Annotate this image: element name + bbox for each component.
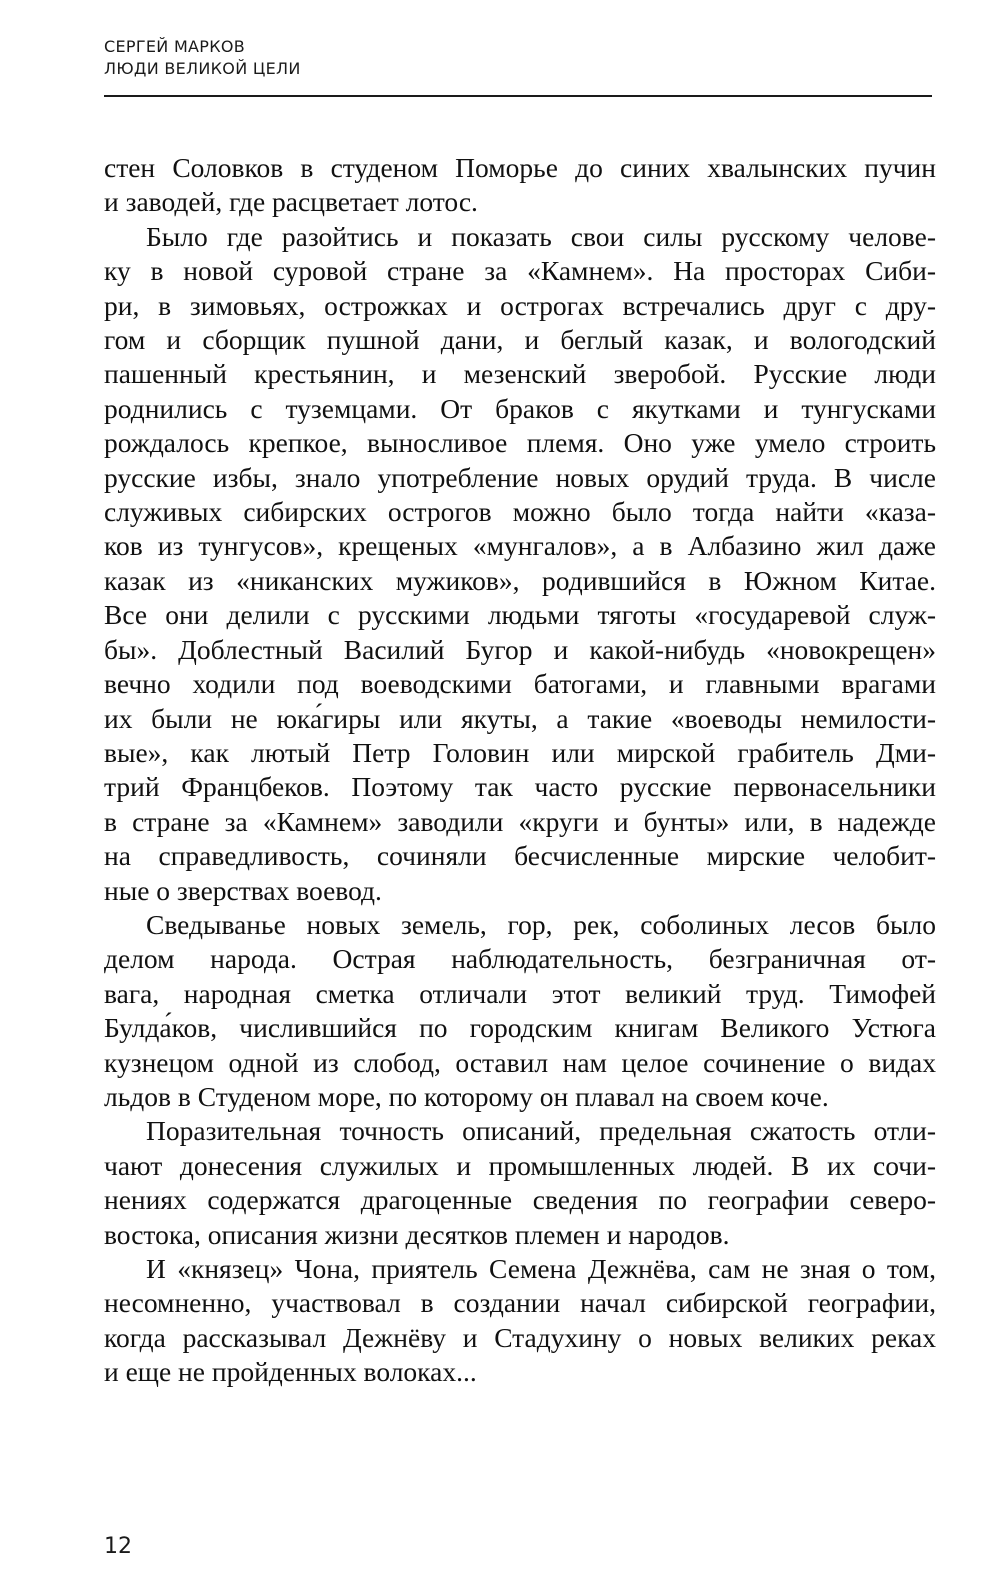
text-line: когда рассказывал Дежнёву и Стадухину о новых великих реках <box>104 1321 936 1353</box>
text-line: роднились с туземцами. От браков с якутками и тунгусками <box>104 392 936 424</box>
text-line: ри, в зимовьях, острожках и острогах встречались друг с дру- <box>104 289 936 321</box>
text-line: чают донесения служилых и промышленных людей. В их сочи- <box>104 1149 936 1181</box>
text-line: в стране за «Камнем» заводили «круги и бунты» или, в надежде <box>104 805 936 837</box>
text-line: гом и сборщик пушной дани, и беглый казак, и вологодский <box>104 324 936 356</box>
header-rule <box>104 95 932 97</box>
text-line: ные о зверствах воевод. <box>104 874 382 906</box>
text-line: несомненно, участвовал в создании начал сибирской географии, <box>104 1287 936 1319</box>
text-line: служивых сибирских острогов можно было тогда найти «каза- <box>104 496 936 528</box>
text-line: русские избы, знало употребление новых орудий труда. В числе <box>104 461 936 493</box>
text-line: Сведыванье новых земель, гор, рек, соболиных лесов было <box>146 908 936 940</box>
paragraph <box>104 1252 936 1390</box>
text-line: вага, народная сметка отличали этот великий труд. Тимофей <box>104 977 936 1009</box>
text-line: Поразительная точность описаний, предельная сжатость отли- <box>146 1115 936 1147</box>
header-author: СЕРГЕЙ МАРКОВ <box>104 37 246 56</box>
text-line: востока, описания жизни десятков племен и народов. <box>104 1218 730 1250</box>
text-line: нениях содержатся драгоценные сведения по географии северо- <box>104 1184 936 1216</box>
text-line: и заводей, где расцветает лотос. <box>104 186 478 218</box>
text-line: вечно ходили под воеводскими батогами, и главными врагами <box>104 668 936 700</box>
page-number: 12 <box>104 1534 132 1559</box>
text-line: стен Соловков в студеном Поморье до синих хвалынских пучин <box>104 152 936 183</box>
text-line: Булда́ков, числившийся по городским книгам Великого Устюга <box>104 1012 936 1044</box>
body-text <box>104 151 936 1390</box>
text-line: И «князец» Чона, приятель Семена Дежнёва, сам не зная о том, <box>146 1253 936 1284</box>
text-line: Было где разойтись и показать свои силы русскому челове- <box>146 220 936 252</box>
text-line: кузнецом одной из слобод, оставил нам целое сочинение о видах <box>104 1046 936 1078</box>
text-line: вые», как лютый Петр Головин или мирской грабитель Дми- <box>104 736 936 768</box>
text-line: рождалось крепкое, выносливое племя. Оно уже умело строить <box>104 427 936 459</box>
text-line: льдов в Студеном море, по которому он плавал на своем коче. <box>104 1080 829 1112</box>
text-line: казак из «никанских мужиков», родившийся в Южном Китае. <box>104 564 936 596</box>
text-line: их были не юка́гиры или якуты, а такие «воеводы немилости- <box>104 702 936 734</box>
header-book-title: ЛЮДИ ВЕЛИКОЙ ЦЕЛИ <box>104 59 301 78</box>
paragraph <box>104 151 936 220</box>
paragraph <box>104 220 936 908</box>
text-line: ков из тунгусов», крещеных «мунгалов», а в Албазино жил даже <box>104 530 936 562</box>
running-header <box>104 36 301 80</box>
text-line: Все они делили с русскими людьми тяготы «государевой служ- <box>104 599 936 631</box>
text-line: и еще не пройденных волоках... <box>104 1356 477 1388</box>
text-line: на справедливость, сочиняли бесчисленные мирские челобит- <box>104 840 936 872</box>
text-line: делом народа. Острая наблюдательность, безграничная от- <box>104 943 936 975</box>
paragraph <box>104 1114 936 1252</box>
paragraph <box>104 908 936 1114</box>
text-line: бы». Доблестный Василий Бугор и какой-нибудь «новокрещен» <box>104 633 936 665</box>
text-line: пашенный крестьянин, и мезенский зверобой. Русские люди <box>104 358 936 390</box>
text-line: трий Францбеков. Поэтому так часто русские первонасельники <box>104 771 936 803</box>
text-line: ку в новой суровой стране за «Камнем». На просторах Сиби- <box>104 255 936 287</box>
